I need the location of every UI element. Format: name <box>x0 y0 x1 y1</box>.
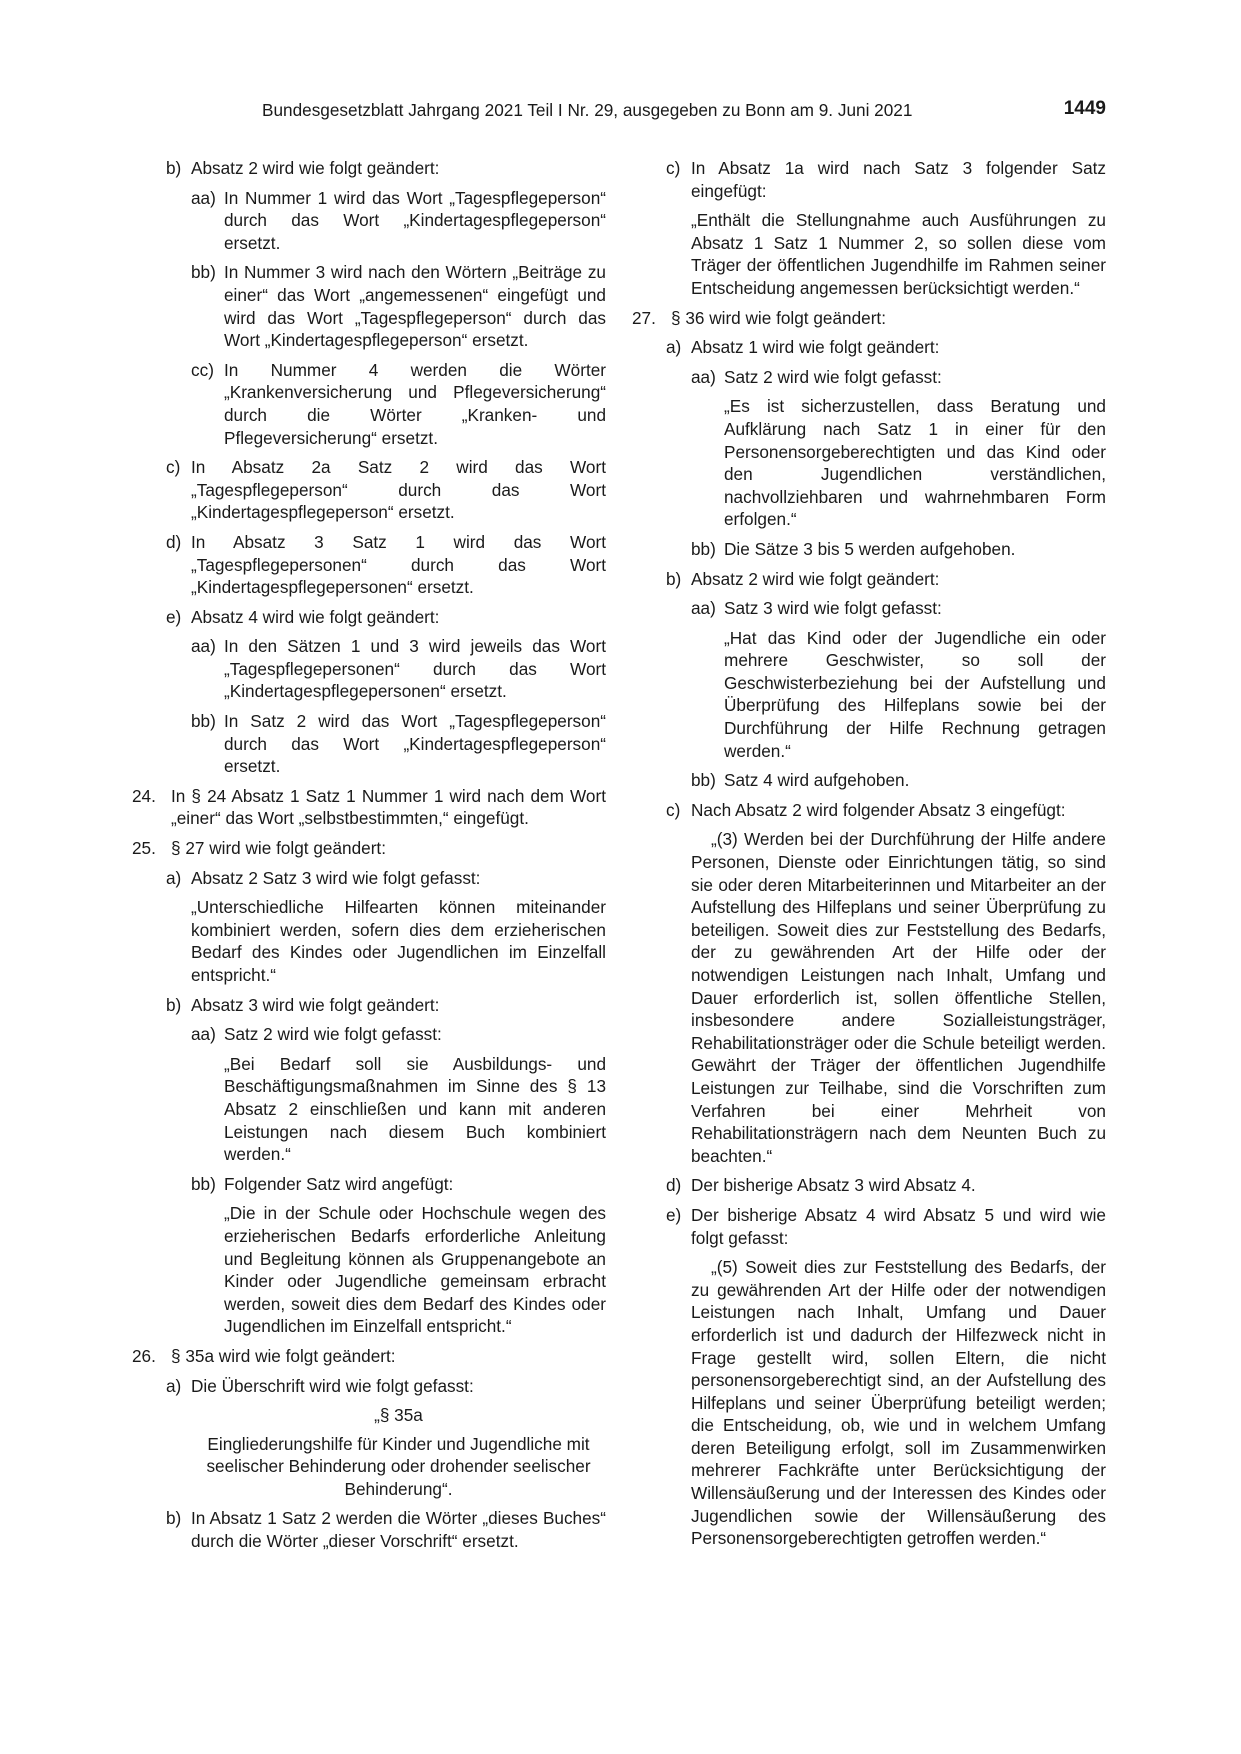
item-marker: b) <box>166 1508 182 1529</box>
item-text: Die Überschrift wird wie folgt gefasst: <box>191 1375 474 1396</box>
list-item <box>132 1507 606 1552</box>
item-text: Nach Absatz 2 wird folgender Absatz 3 eingefügt: <box>691 799 1066 820</box>
list-item <box>132 867 606 890</box>
item-text: In Absatz 2a Satz 2 wird das Wort „Tagespflegeperson“ durch das Wort „Kindertagespflegeperson“ ersetzt. <box>191 457 606 523</box>
numbered-item <box>132 1345 606 1368</box>
item-text: Folgender Satz wird angefügt: <box>224 1173 454 1194</box>
item-text: Satz 4 wird aufgehoben. <box>724 770 910 791</box>
list-item <box>632 1174 1106 1197</box>
item-text: In Nummer 1 wird das Wort „Tagespflegeperson“ durch das Wort „Kindertagespflegeperson“ ersetzt. <box>224 187 606 253</box>
list-item <box>132 1023 606 1046</box>
item-text: Satz 3 wird wie folgt gefasst: <box>724 598 942 619</box>
quoted-text: „Enthält die Stellungnahme auch Ausführungen zu Absatz 1 Satz 1 Nummer 2, so sollen diese vom Träger der öffentlichen Jugendhilfe im Rahmen seiner Entscheidung angemessen berücksichtigt werden.“ <box>691 210 1106 298</box>
item-marker: bb) <box>191 262 216 283</box>
item-marker: d) <box>166 531 182 552</box>
list-item <box>632 568 1106 591</box>
list-item <box>132 606 606 629</box>
list-item <box>132 1173 606 1196</box>
item-marker: aa) <box>191 187 216 208</box>
list-item <box>632 1204 1106 1249</box>
item-marker: a) <box>166 867 182 888</box>
item-text: In Absatz 1a wird nach Satz 3 folgender Satz eingefügt: <box>691 158 1106 201</box>
list-item <box>132 187 606 255</box>
page-number: 1449 <box>1063 98 1106 119</box>
list-item <box>632 769 1106 792</box>
section-title: Eingliederungshilfe für Kinder und Jugendliche mit seelischer Behinderung oder drohender seelischer Behinderung“. <box>206 1433 591 1499</box>
list-item <box>632 157 1106 202</box>
list-item <box>632 597 1106 620</box>
item-marker: b) <box>666 568 682 589</box>
item-text: In Nummer 3 wird nach den Wörtern „Beiträge zu einer“ das Wort „angemessenen“ eingefügt und wird das Wort „Tagespflegeperson“ durch das Wort „Kindertagespflegeperson“ ersetzt. <box>224 262 606 351</box>
item-text: In Absatz 3 Satz 1 wird das Wort „Tagespflegepersonen“ durch das Wort „Kindertagespflegepersonen“ ersetzt. <box>191 531 606 598</box>
item-text: Absatz 2 wird wie folgt geändert: <box>191 158 440 178</box>
list-item <box>132 359 606 449</box>
item-text: Absatz 2 Satz 3 wird wie folgt gefasst: <box>191 867 481 888</box>
item-marker: 25. <box>132 838 156 859</box>
numbered-item <box>632 307 1106 330</box>
item-marker: aa) <box>191 1024 216 1045</box>
list-item <box>132 1375 606 1398</box>
item-marker: aa) <box>691 598 716 619</box>
item-text: In Satz 2 wird das Wort „Tagespflegeperson“ durch das Wort „Kindertagespflegeperson“ ersetzt. <box>224 711 606 777</box>
item-marker: aa) <box>691 366 716 387</box>
item-text: § 36 wird wie folgt geändert: <box>671 307 886 328</box>
item-text: In § 24 Absatz 1 Satz 1 Nummer 1 wird nach dem Wort „einer“ das Wort „selbstbestimmten,“ eingefügt. <box>171 785 606 829</box>
item-text: Die Sätze 3 bis 5 werden aufgehoben. <box>724 538 1016 559</box>
item-marker: c) <box>666 799 681 820</box>
item-marker: c) <box>166 457 181 478</box>
item-marker: aa) <box>191 636 216 657</box>
item-marker: 27. <box>632 307 656 328</box>
right-column <box>632 157 1106 1557</box>
quoted-text: „Es ist sicherzustellen, dass Beratung und Aufklärung nach Satz 1 in einer für den Personensorgeberechtigten und das Kind oder den Jugendlichen verständlichen, nachvollziehbaren und wahrnehmbaren Form erfolgen.“ <box>724 396 1106 530</box>
list-item <box>132 456 606 524</box>
item-marker: 24. <box>132 785 156 806</box>
item-text: Der bisherige Absatz 4 wird Absatz 5 und wird wie folgt gefasst: <box>691 1204 1106 1248</box>
item-text: In Nummer 4 werden die Wörter „Krankenversicherung und Pflegeversicherung“ durch die Wörter „Kranken- und Pflegeversicherung“ ersetzt. <box>224 359 606 448</box>
item-text: Satz 2 wird wie folgt gefasst: <box>224 1024 442 1045</box>
list-item <box>132 635 606 703</box>
item-marker: bb) <box>691 538 716 559</box>
item-text: § 27 wird wie folgt geändert: <box>171 838 386 859</box>
list-item <box>132 994 606 1017</box>
item-marker: bb) <box>691 770 716 791</box>
list-item <box>132 261 606 351</box>
item-marker: a) <box>666 337 682 358</box>
list-item <box>632 366 1106 389</box>
item-text: Absatz 3 wird wie folgt geändert: <box>191 994 440 1015</box>
item-marker: e) <box>166 606 182 627</box>
item-text: In den Sätzen 1 und 3 wird jeweils das Wort „Tagespflegepersonen“ durch das Wort „Kindertagespflegepersonen“ ersetzt. <box>224 636 606 702</box>
item-marker: cc) <box>191 359 214 380</box>
quoted-text: „Die in der Schule oder Hochschule wegen des erzieherischen Bedarfs erforderliche Anleitung und Begleitung können als Gruppenangebote an Kinder oder Jugendliche gemeinsam erbracht werden, soweit dies dem Bedarf des Kindes oder Jugendlichen im Einzelfall entspricht.“ <box>224 1203 606 1337</box>
item-marker: d) <box>666 1175 682 1196</box>
item-text: Der bisherige Absatz 3 wird Absatz 4. <box>691 1175 976 1196</box>
left-column <box>132 157 606 1560</box>
numbered-item <box>132 785 606 830</box>
item-text: Absatz 1 wird wie folgt geändert: <box>691 337 940 358</box>
item-text: Satz 2 wird wie folgt gefasst: <box>724 366 942 387</box>
quoted-paragraph: „(5) Soweit dies zur Feststellung des Bedarfs, der zu gewährenden Art der Hilfe oder der notwendigen Leistungen nach Inhalt, Umfang und Dauer erforderlich ist und dadurch der Hilfezweck nicht in Frage gestellt wird, sollen Eltern, die nicht personensorgeberechtigt sind, an der Aufstellung des Hilfeplans und seiner Überprüfung beteiligt werden; die Entscheidung, ob, wie und in welchem Umfang deren Beteiligung erfolgt, soll im Zusammenwirken mehrerer Fachkräfte unter Berücksichtigung der Willensäußerung und der Interessen des Kindes oder Jugendlichen sowie der Willensäußerung des Personensorgeberechtigten getroffen werden.“ <box>691 1257 1106 1549</box>
running-title: Bundesgesetzblatt Jahrgang 2021 Teil I Nr. 29, ausgegeben zu Bonn am 9. Juni 2021 <box>262 100 913 120</box>
item-marker: c) <box>666 158 681 178</box>
item-marker: b) <box>166 994 182 1015</box>
list-item <box>632 799 1106 822</box>
item-text: In Absatz 1 Satz 2 werden die Wörter „dieses Buches“ durch die Wörter „dieser Vorschrift“ ersetzt. <box>191 1508 606 1552</box>
item-marker: b) <box>166 158 182 178</box>
item-marker: a) <box>166 1375 182 1396</box>
quoted-paragraph: „(3) Werden bei der Durchführung der Hilfe andere Personen, Dienste oder Einrichtungen tätig, so sind sie oder deren Mitarbeiterinnen und Mitarbeiter an der Aufstellung des Hilfeplans und seiner Überprüfung zu beteiligen. Soweit dies zur Feststellung des Bedarfs, der zu gewährenden Art der Hilfe oder der notwendigen Leistungen nach Inhalt, Umfang und Dauer erforderlich ist, sollen öffentliche Stellen, insbesondere andere Sozialleistungsträger, Rehabilitationsträger oder die Schule beteiligt werden. Gewährt der Träger der öffentlichen Jugendhilfe Leistungen zur Teilhabe, sind die Vorschriften zum Verfahren bei einer Mehrheit von Rehabilitationsträgern nach dem Neunten Buch zu beachten.“ <box>691 829 1106 1166</box>
item-marker: e) <box>666 1204 682 1225</box>
list-item <box>132 710 606 778</box>
section-number: „§ 35a <box>374 1405 423 1426</box>
item-marker: 26. <box>132 1345 156 1366</box>
page-header <box>262 100 1106 128</box>
item-marker: bb) <box>191 1173 216 1194</box>
section-heading <box>132 1404 606 1500</box>
list-item <box>632 336 1106 359</box>
list-item <box>132 157 606 180</box>
quoted-text: „Hat das Kind oder der Jugendliche ein oder mehrere Geschwister, so soll der Geschwisterbeziehung bei der Aufstellung und Überprüfung des Hilfeplans sowie bei der Durchführung der Hilfe Rechnung getragen werden.“ <box>724 627 1106 761</box>
item-text: Absatz 2 wird wie folgt geändert: <box>691 568 940 589</box>
list-item <box>132 531 606 599</box>
numbered-item <box>132 837 606 860</box>
item-text: Absatz 4 wird wie folgt geändert: <box>191 606 440 627</box>
quoted-text: „Unterschiedliche Hilfearten können miteinander kombiniert werden, sofern dies dem erzieherischen Bedarf des Kindes oder Jugendlichen im Einzelfall entspricht.“ <box>191 897 606 985</box>
item-text: § 35a wird wie folgt geändert: <box>171 1345 396 1366</box>
list-item <box>632 538 1106 561</box>
item-marker: bb) <box>191 711 216 732</box>
quoted-text: „Bei Bedarf soll sie Ausbildungs- und Beschäftigungsmaßnahmen im Sinne des § 13 Absatz 2 einschließen und kann mit anderen Leistungen nach diesem Buch kombiniert werden.“ <box>224 1053 606 1165</box>
